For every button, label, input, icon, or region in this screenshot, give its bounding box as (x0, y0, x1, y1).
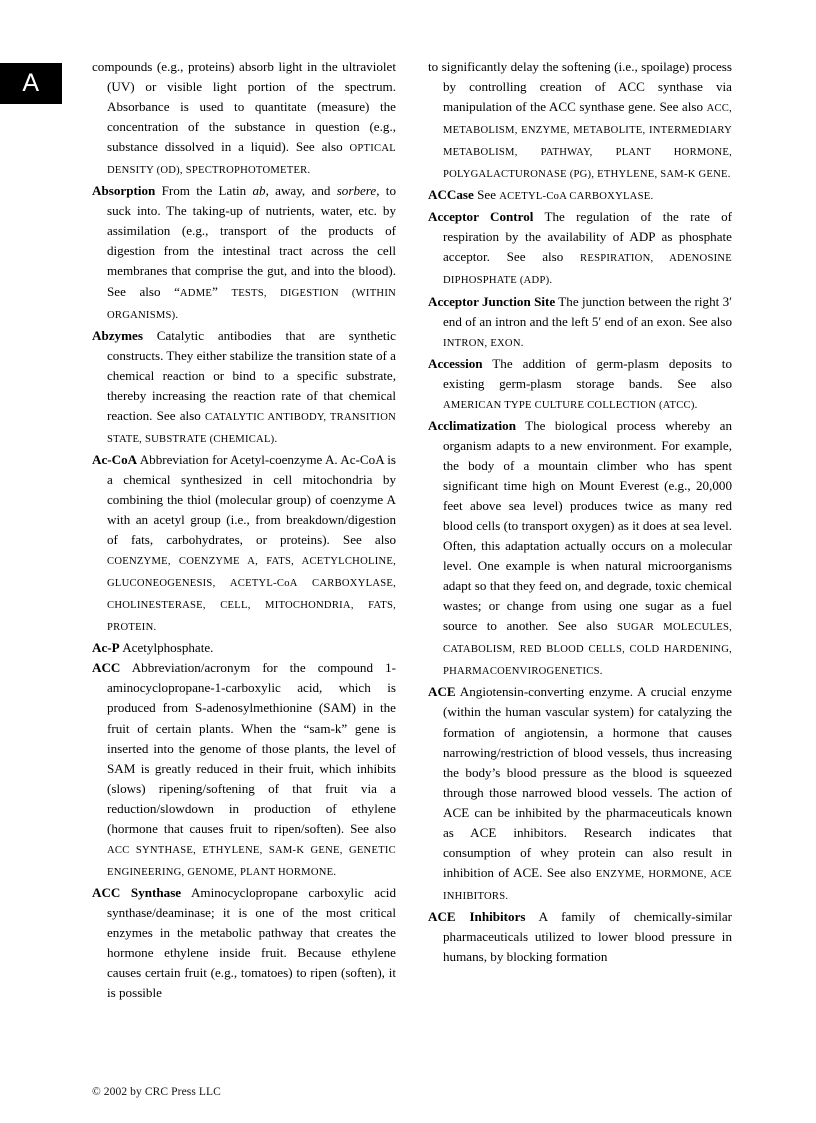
entry-term: Ac-CoA (92, 451, 138, 467)
entry-term: Acclimatization (428, 417, 516, 433)
entry-term: ACC Synthase (92, 884, 182, 900)
entry-body-pre: From the Latin (155, 183, 253, 199)
left-column (92, 57, 396, 1057)
entry-crossrefs: SUGAR MOLECULES, CATABOLISM, RED BLOOD CELLS, COLD HARDENING, PHARMACOENVIROGENETICS. (443, 622, 732, 678)
entry-body: Angiotensin-converting enzyme. A crucial enzyme (within the human vascular system) for catalyzing the formation of angiotensin, a hormone that causes narrowing/restriction of blood vessels, thus increasing the body’s blood pressure as the blood is squeezed through those narrowed blood vessels. The action of ACE can be inhibited by the pharmaceuticals known as ACE inhibitors. Research indicates that consumption of whey protein can also result in inhibition of ACE. See also (443, 684, 732, 880)
dictionary-entry (428, 682, 732, 907)
dictionary-entry (92, 326, 396, 450)
entry-term: Abzymes (92, 327, 143, 343)
dictionary-entry (428, 207, 732, 291)
dictionary-entry (92, 638, 396, 658)
entry-italic-word: ab (252, 183, 266, 199)
entry-body: The biological process whereby an organism adapts to a new environment. For example, the body of a mountain climber who has spent significant time high on Mount Everest (e.g., 20,000 feet above sea level) produces twice as many red blood cells (to transport oxygen) as it does at sea level. Often, this adaptation actually occurs on a molecular level. One example is when natural microorganisms adapt so that they feed on, and degrade, toxic chemical wastes; or change from using one sugar as a fuel source to another. See also (443, 417, 732, 634)
entry-term: Acceptor Control (428, 209, 534, 225)
entry-body-post: ” (212, 283, 232, 299)
entry-body: compounds (e.g., proteins) absorb light in the ultraviolet (UV) or visible light portion of the spectrum. Absorbance is used to quantitate (measure) the concentration of the substance in question (e.g., substance dissolved in a liquid). See also (92, 59, 396, 155)
entry-body: Catalytic antibodies that are synthetic constructs. They either stabilize the transition state of a chemical reaction or bind to a specific substrate, thereby increasing the reaction rate of that chemical reaction. See also (107, 327, 396, 423)
entry-term: ACC (92, 660, 121, 676)
dictionary-entry (428, 907, 732, 967)
page-body (92, 57, 732, 1057)
entry-crossrefs: ENZYME, HORMONE, ACE INHIBITORS. (443, 868, 733, 902)
entry-body-mid: , away, and (265, 183, 337, 199)
entry-term: ACE Inhibitors (428, 908, 526, 924)
entry-body: The regulation of the rate of respiration by the availability of ADP as phosphate acceptor. See also (443, 209, 732, 265)
entry-body: A family of chemically-similar pharmaceuticals utilized to lower blood pressure in humans, by blocking formation (443, 908, 733, 965)
entry-term: ACE (428, 684, 456, 700)
entry-body: Acetylphosphate. (119, 640, 214, 656)
entry-crossrefs: RESPIRATION, ADENOSINE DIPHOSPHATE (ADP). (443, 253, 732, 287)
entry-term: Absorption (92, 183, 156, 199)
dictionary-entry (428, 354, 732, 416)
dictionary-entry (428, 185, 732, 207)
dictionary-entry (92, 57, 396, 181)
copyright-footer: © 2002 by CRC Press LLC (92, 1086, 221, 1098)
right-column (428, 57, 732, 1057)
entry-body: See (473, 187, 500, 203)
entry-crossrefs: INTRON, EXON. (443, 337, 524, 349)
dictionary-entry (92, 883, 396, 1003)
dictionary-entry (92, 658, 396, 883)
dictionary-entry (428, 292, 732, 354)
dictionary-entry (428, 57, 732, 185)
entry-body: , to suck into. The taking-up of nutrients, water, etc. by assimilation (e.g., transport of the products of digestion from the intestinal tract across the cell membranes that comprise the gut, and into the blood). See also “ (107, 183, 396, 299)
entry-crossrefs: TESTS, DIGESTION (WITHIN ORGANISMS). (107, 287, 396, 321)
dictionary-entry (92, 181, 396, 325)
entry-term: Ac-P (92, 640, 120, 656)
entry-crossrefs: CATALYTIC ANTIBODY, TRANSITION STATE, SUBSTRATE (CHEMICAL). (107, 411, 396, 445)
entry-italic-word: sorbere (336, 183, 377, 199)
thumb-index-tab (0, 63, 62, 104)
entry-crossrefs: ACC, METABOLISM, ENZYME, METABOLITE, INTERMEDIARY METABOLISM, PATHWAY, PLANT HORMONE, POLYGALACTURONASE (PG), ETHYLENE, SAM-K GENE. (443, 103, 732, 181)
dictionary-entry (92, 450, 396, 638)
entry-crossrefs: AMERICAN TYPE CULTURE COLLECTION (ATCC). (443, 399, 698, 411)
entry-crossrefs: OPTICAL DENSITY (OD), SPECTROPHOTOMETER. (107, 143, 396, 177)
entry-body: Abbreviation for Acetyl-coenzyme A. Ac-CoA is a chemical synthesized in cell mitochondria by combining the thiol (molecular group) of coenzyme A with an acetyl group (i.e., from breakdown/digestion of fats, carbohydrates, or proteins). See also (107, 451, 396, 548)
entry-body: Abbreviation/acronym for the compound 1-aminocyclopropane-1-carboxylic acid, which is produced from S-adenosylmethionine (SAM) in the fruit of certain plants. When the “sam-k” gene is inserted into the genome of those plants, the level of SAM is greatly reduced in their fruit, which inhibits (slows) ripening/softening of that fruit via a reduction/slowdown in production of ethylene (hormone that causes fruit to ripen/soften). See also (107, 660, 396, 836)
entry-crossrefs: COENZYME, COENZYME A, FATS, ACETYLCHOLINE, GLUCONEOGENESIS, ACETYL-CoA CARBOXYLASE, CHOLINESTERASE, CELL, MITOCHONDRIA, FATS, PROTEIN. (107, 556, 396, 634)
entry-crossref-inline: ADME (179, 287, 213, 299)
entry-term: Acceptor Junction Site (428, 293, 556, 309)
dictionary-entry (428, 416, 732, 683)
entry-body: Aminocyclopropane carboxylic acid synthase/deaminase; it is one of the most critical enzymes in the metabolic pathway that creates the hormone ethylene inside fruit. Because ethylene causes certain fruit (e.g., tomatoes) to ripen (soften), it is possible (107, 884, 396, 1001)
entry-body: The junction between the right 3′ end of an intron and the left 5′ end of an exon. See also (443, 293, 733, 329)
entry-crossrefs: ACETYL-CoA CARBOXYLASE. (499, 191, 654, 203)
entry-body: to significantly delay the softening (i.e., spoilage) process by controlling creation of ACC synthase via manipulation of the ACC synthase gene. See also (428, 59, 732, 115)
entry-term: Accession (428, 355, 483, 371)
entry-body: The addition of germ-plasm deposits to existing germ-plasm storage bands. See also (443, 355, 732, 391)
entry-term: ACCase (428, 187, 474, 203)
entry-crossrefs: ACC SYNTHASE, ETHYLENE, SAM-K GENE, GENETIC ENGINEERING, GENOME, PLANT HORMONE. (107, 844, 396, 878)
thumb-index-letter: A (22, 69, 40, 97)
